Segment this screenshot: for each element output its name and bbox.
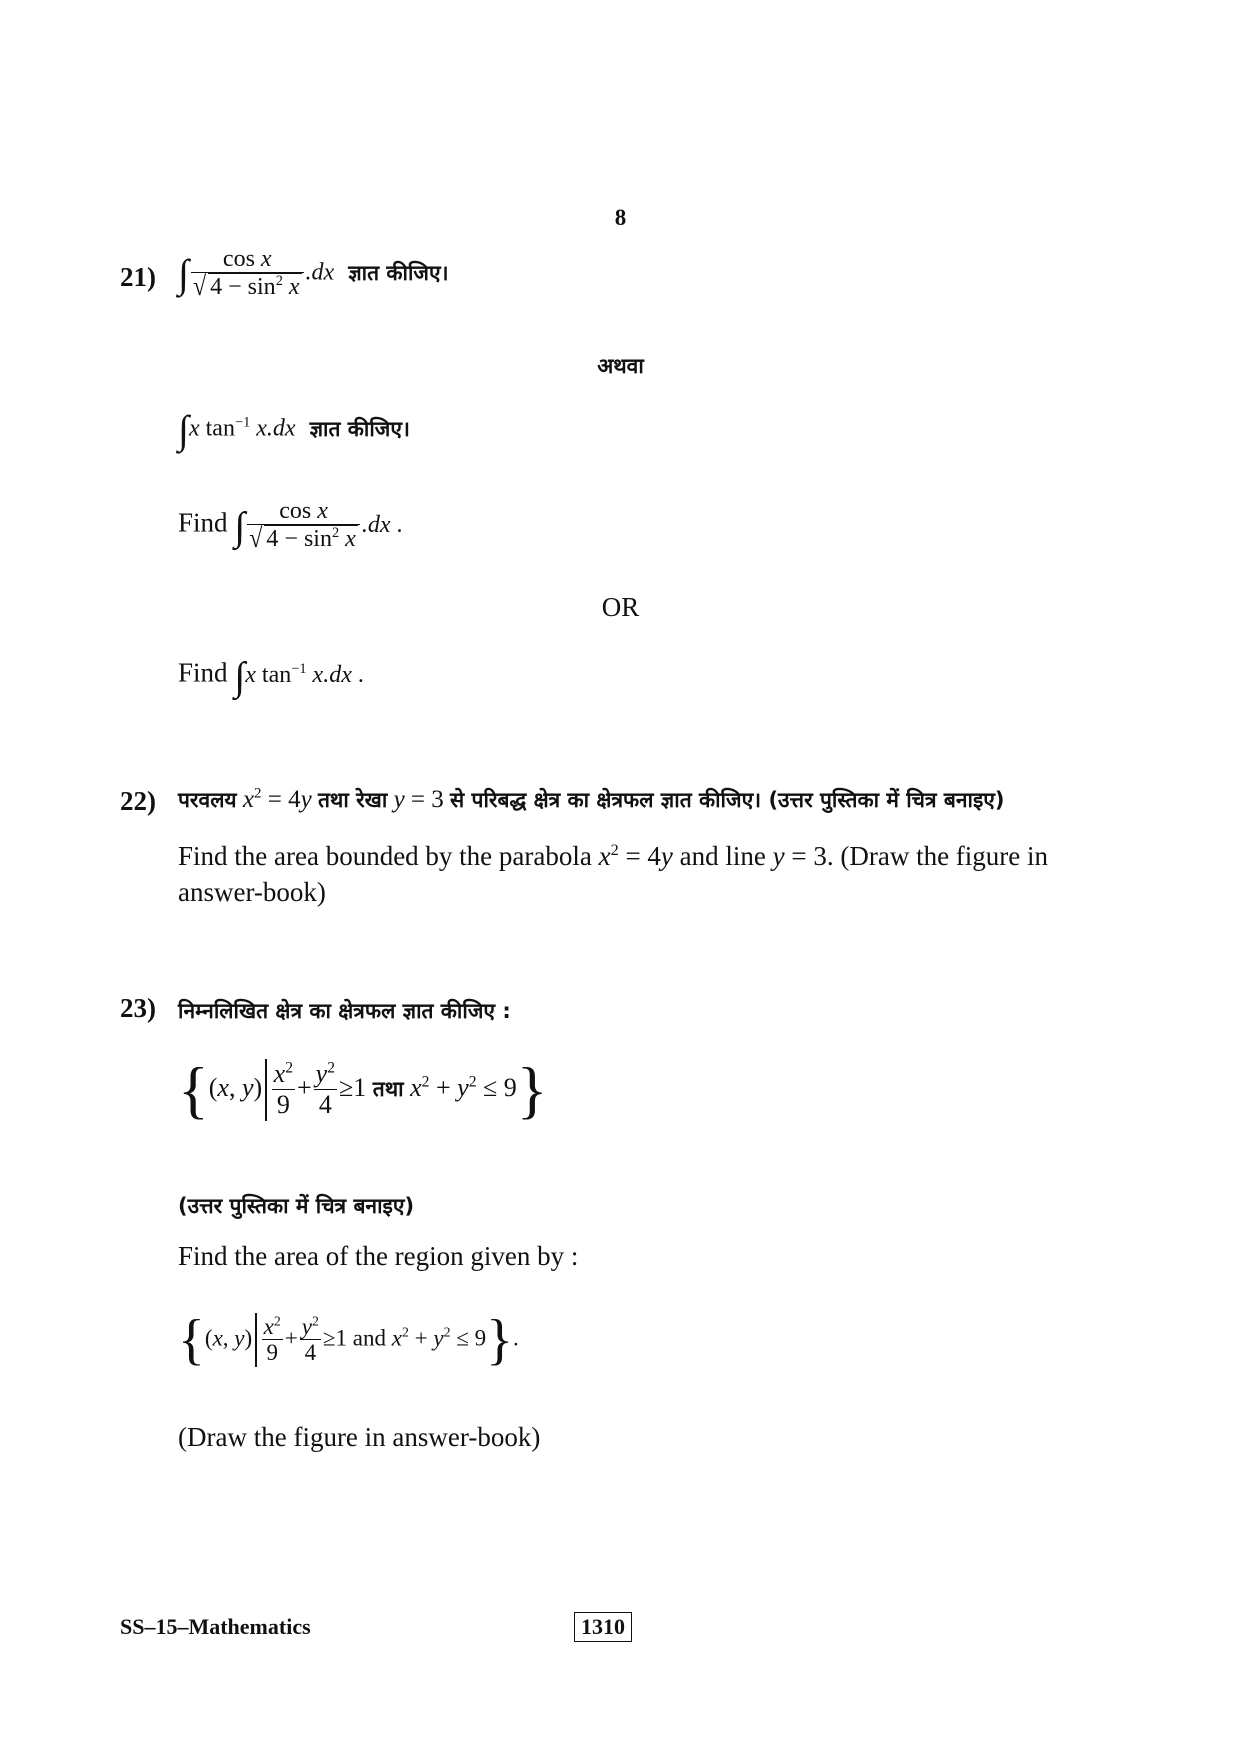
q23-english-draw: (Draw the figure in answer-book) xyxy=(178,1422,541,1452)
q21-hindi-find: ज्ञात कीजिए। xyxy=(348,260,449,285)
q21-english-or: OR xyxy=(601,592,640,622)
q22-hindi-text: परवलय $x^2 = 4y$ तथा रेखा y = 3 से परिबद्ध क्षेत्र का क्षेत्रफल ज्ञात कीजिए। (उत्तर पुस्तिका में चित्र बनाइए) xyxy=(178,785,1005,813)
question-number-22: 22) xyxy=(120,786,156,816)
q21-hindi-or: अथवा xyxy=(597,354,644,378)
q21-english-integral-1: Find ∫ $\frac{\text{cos x}}{√ 4 - \sin^2 x}$ .dx . xyxy=(178,498,403,555)
integral-symbol: ∫ xyxy=(178,407,189,452)
integral-symbol: ∫ xyxy=(178,251,189,296)
q21-english-integral-2: Find ∫x $\tan^{-1} x.dx$ . xyxy=(178,653,364,698)
q21-english-find: Find xyxy=(178,507,228,538)
footer-subject: SS–15–Mathematics xyxy=(120,1614,311,1639)
q23-hindi-text: निम्नलिखित क्षेत्र का क्षेत्रफल ज्ञात कीजिए : xyxy=(178,999,511,1023)
q21-english-find-2: Find xyxy=(178,657,228,688)
footer-code: 1310 xyxy=(574,1612,632,1642)
question-number-21: 21) xyxy=(120,262,156,292)
page-number: 8 xyxy=(614,205,627,230)
q21-hindi-integral-1: ∫ $\frac{\text{cos x}}{√ 4 - \sin^2 x}$ .dx ज्ञात कीजिए। xyxy=(178,246,449,303)
q23-english-set: {(x, y) $\frac{x^2}{9}$ + $\frac{y^2}{4}$ ≥1 and $x^2 + y^2 \le 9$}. xyxy=(178,1309,519,1371)
q23-hindi-draw: (उत्तर पुस्तिका में चित्र बनाइए) xyxy=(178,1194,415,1218)
q23-english-text: Find the area of the region given by : xyxy=(178,1241,579,1271)
integral-symbol: ∫ xyxy=(234,653,246,698)
q22-english-text: Find the area bounded by the parabola $x^2 = 4y$ and line y = 3. (Draw the figure in answer-book) xyxy=(178,841,1049,907)
q21-fraction: $\frac{\text{cos x}}{√ 4 - \sin^2 x}$ xyxy=(191,246,304,302)
q23-hindi-set: {(x, y) $\frac{x^2}{9}$ + $\frac{y^2}{4}$ ≥1 तथा $x^2 + y^2 \le 9$} xyxy=(178,1054,548,1125)
q21-hindi-integral-2: ∫x $\tan^{-1} x.dx$ ज्ञात कीजिए। xyxy=(178,407,410,452)
question-number-23: 23) xyxy=(120,993,156,1023)
q21-english-fraction: $\frac{\text{cos x}}{√ 4 - \sin^2 x}$ xyxy=(247,498,360,554)
q21-hindi-find-2: ज्ञात कीजिए। xyxy=(309,416,410,441)
integral-symbol: ∫ xyxy=(234,503,246,548)
